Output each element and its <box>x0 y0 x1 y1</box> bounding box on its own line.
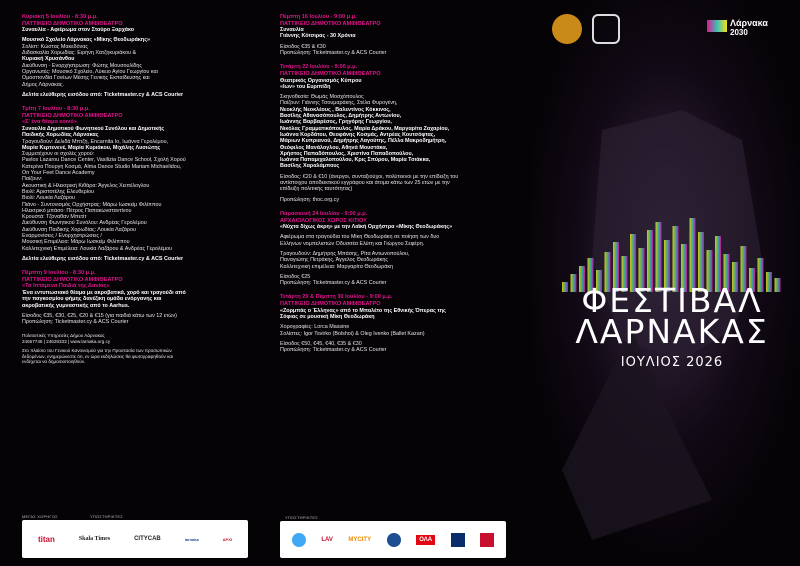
festival-logo <box>592 14 620 44</box>
cover-logos <box>532 14 800 54</box>
festival-subtitle: ΙΟΥΛΙΟΣ 2026 <box>620 355 724 370</box>
event-line: Νεοκλής Νεοκλέους , Βαλεντίνος Κόκκινος, <box>280 106 391 113</box>
event-line: Δελτία ελεύθερης εισόδου από: Ticketmaster.cy & ACS Courier <box>22 255 184 262</box>
event-line: Τραγουδούν: Δελιδά Μπτζή, Encarnita Io, Ιωάννα Γερολέμου, <box>22 138 169 145</box>
title-line-2: ΛΑΡΝΑΚΑΣ <box>575 312 769 351</box>
event-line: αντίστοιχου αποδεικτικού εγγράφου και άτομα κάτω των 25 ετών με την <box>280 180 450 187</box>
event-line: Νικόλας Γραμματικόπουλος, Μαρία Δράκου, Μαργαρίτα Ζαχαρίου, <box>280 125 450 132</box>
event-line: Διεύθυνση - Ενορχήστρωση: Φώτης Μουσουλίδης <box>22 62 142 69</box>
event-line: Παναγιώτης Πετράκης, Άγγελος Θεοδωράκης <box>280 257 388 264</box>
event-line: «Νύχτα δίχως άκρη» με την Λαϊκή Ορχήστρα «Μίκης Θεοδωράκης» <box>280 224 453 231</box>
event-line: Είσοδος €25 <box>280 273 311 280</box>
event-line: ακροβατικής γυμναστικής από το Aarhus. <box>22 302 130 309</box>
event-block <box>22 14 259 98</box>
event-line: Ένα εντυπωσιακό θέαμα με ακροβατικά, χορό και τραγούδι από <box>22 289 186 296</box>
event-line: Διδασκαλία Χορωδίας: Ειρήνη Χατζηκυριάκου & <box>22 50 137 57</box>
event-line: Είσοδος: €20 & €10 (άνεργοι, συνταξιούχοι, πολύτεκνοι με την επίδειξη του <box>280 173 459 180</box>
event-line: Είσοδος €35, €30, €25, €20 & €15 (για παιδιά κάτω των 12 ετών) <box>22 312 177 319</box>
supporter-logo-badge <box>387 533 401 547</box>
larnaka-logo: larnaka <box>184 536 199 542</box>
event-line: Ιωάννα Κορδάτου, Θεοφάνης Κοσμάς, Αντρέας Κουτσόφτας, <box>280 131 436 138</box>
event-line: Κυριακή Χρυσάνθου <box>22 56 75 63</box>
event-block <box>22 270 259 325</box>
mycity-logo: MYCITY <box>348 536 372 543</box>
event-line: Μουσικό Σχολείο Λάρνακας «Μίκης Θεοδωράκης» <box>22 37 151 44</box>
column-1-footer <box>22 333 259 364</box>
supporter-logo-square <box>451 533 465 547</box>
event-line: Παίζουν: <box>22 176 43 183</box>
event-date: Τετάρτη 29 & Πέμπτη 30 Ιουλίου - 9:00 μ.μ. ΠΑΤΤΙΚΕΙΟ ΔΗΜΟΤΙΚΟ ΑΜΦΙΘΕΑΤΡΟ <box>280 294 393 308</box>
event-date: Κυριακή 5 Ιουλίου - 8:30 μ.μ. ΠΑΤΤΙΚΕΙΟ ΔΗΜΟΤΙΚΟ ΑΜΦΙΘΕΑΤΡΟ <box>22 14 123 27</box>
event-line: Εναρμονίσεις / Ενορχηστρώσεις / <box>22 232 102 239</box>
larnaka-2030-logo-mark <box>707 20 727 32</box>
event-line: Pavlos Lazarou Dance Center, Vasilizia Dance School, Σχολή Χορού <box>22 157 186 164</box>
event-line: Προπώληση: Ticketmaster.cy & ACS Courier <box>280 347 387 354</box>
program-column-2 <box>268 0 532 566</box>
event-line: Ιωάννα Παπαμιχαλοπούλου, Κρις Σπύρου, Μαρία Τσιάκκα, <box>280 157 431 164</box>
footer-line: ενδέχεται να δημοσιοποιηθούν. <box>22 359 86 365</box>
event-line: Σολίστες: Igor Tsvirko (Bolshoi) & Oleg Ivenko (Ballet Kazan) <box>280 330 425 337</box>
event-line: Δήμος Λάρνακας. <box>22 81 64 88</box>
event-block <box>280 211 526 287</box>
event-block <box>280 64 526 203</box>
title-line-1: ΦΕΣΤΙΒΑΛ <box>581 281 763 320</box>
event-line: επίδειξη πολιτικής ταυτότητας) <box>280 186 353 193</box>
event-line: Προπώληση: Ticketmaster.cy & ACS Courier <box>280 50 387 57</box>
event-line: Σολίστ: Κώστας Μακεδόνας <box>22 43 89 50</box>
supporter-logo-red-square <box>480 533 494 547</box>
main-sponsor-label: ΜΕΓΑΣ ΧΟΡΗΓΟΣ <box>22 514 58 519</box>
event-line: Είσοδος €50, €45, €40, €35 & €30 <box>280 340 362 347</box>
event-line: Τραγουδούν: Δημήτρης Μπάσης, Ρίτα Αντωνοπούλου, <box>280 250 410 257</box>
event-line: Βασίλης Χαραλάμπους <box>280 163 340 170</box>
footer-line: Πολιτιστικές Υπηρεσίες Δήμου Λάρνακας <box>22 333 105 339</box>
event-date: Παρασκευή 24 Ιουλίου - 9:00 μ.μ. ΑΡΧΑΙΟΛΟΓΙΚΟΣ ΧΩΡΟΣ ΚΙΤΙΟΥ <box>280 210 368 224</box>
event-line: Βιολί: Αριστοτέλης Ελευθερίου <box>22 188 95 195</box>
event-line: Μαρία Κερτενενέ, Μαρία Κυριάκου, Μιχάλης Λυσιώτης <box>22 144 161 151</box>
sponsor-bar-2 <box>280 521 506 558</box>
event-line: Βιολί: Λουκία Λαζάρου <box>22 195 75 202</box>
municipality-emblem <box>552 14 582 44</box>
event-line: Παιδικής Χορωδίας Λάρνακας <box>22 132 99 139</box>
event-date: Πέμπτη 16 Ιουλίου - 9:00 μ.μ. ΠΑΤΤΙΚΕΙΟ ΔΗΜΟΤΙΚΟ ΑΜΦΙΘΕΑΤΡΟ <box>280 14 381 27</box>
event-date: Τετάρτη 22 Ιουλίου - 9:00 μ.μ. ΠΑΤΤΙΚΕΙΟ ΔΗΜΟΤΙΚΟ ΑΜΦΙΘΕΑΤΡΟ <box>280 64 381 77</box>
event-line: Συναυλία <box>280 27 304 34</box>
cover-panel <box>532 0 800 566</box>
event-line: Διεύθυνση Παιδικής Χορωδίας: Λουκία Λαζάρου <box>22 226 136 233</box>
event-line: Συμμετέχουν οι σχολές χορού: <box>22 151 95 158</box>
org-year: 2030 <box>730 28 748 37</box>
event-line: Σκηνοθεσία: Θωμάς Μοσχόπουλος <box>280 94 364 101</box>
citycab-logo: CITYCAB <box>134 536 161 542</box>
event-line: Δελτία ελεύθερης εισόδου από: Ticketmaster.cy & ACS Courier <box>22 91 184 98</box>
event-line: Συναυλία Δημοτικού Φωνητικού Συνόλου και Δημοτικής <box>22 125 165 132</box>
event-date: Πέμπτη 9 Ιουλίου - 8:30 μ.μ. ΠΑΤΤΙΚΕΙΟ ΔΗΜΟΤΙΚΟ ΑΜΦΙΘΕΑΤΡΟ «Τα Ιπτάμενα Παιδιά της Δανίας» <box>22 270 123 290</box>
event-block <box>22 106 259 262</box>
org-name: Λάρνακα <box>730 18 768 28</box>
events-list-2 <box>280 14 526 353</box>
event-line: Ελλήνων νομπελιστών Οδυσσέα Ελύτη και Γιώργου Σεφέρη. <box>280 240 425 247</box>
event-line: Καλλιτεχνική επιμέλεια: Μαργαρίτα Θεοδωράκη <box>280 263 394 270</box>
footer-line: δεδομένων, ενημερώνεστε ότι, εν ώρα εκδηλώσεις θα φωτογραφηθούν και <box>22 353 173 359</box>
event-line: On Your Feet Dance Academy <box>22 170 95 177</box>
event-line: Κατερίνα Πουργή Κοσμά, Alma Dance Studio Mariam Michaelidou, <box>22 163 182 170</box>
event-block <box>280 14 526 56</box>
event-line: «Ιων» του Ευριπίδη <box>280 83 331 90</box>
event-line: Ομοσπονδία Γονέων Μέσης Γενικής Εκπαίδευσης και <box>22 75 150 82</box>
program-column-1 <box>0 0 265 566</box>
event-line: την παγκοσμίου φήμης δανέζικη ομάδα ενόργανης και <box>22 296 162 303</box>
supporters-label-2: ΥΠΟΣΤΗΡΙΚΤΕΣ <box>285 515 318 520</box>
event-line: Βασίλης Αθανασόπουλος, Δημήτρης Αντωνίου, <box>280 113 402 120</box>
footer-line: 24657745 | 24629333 | www.larnaka.org.cy <box>22 338 111 344</box>
event-line: Προπώληση: Ticketmaster.cy & ACS Courier <box>22 319 129 326</box>
event-line: Κρουστά: Τζοναθαν Μπετίτ <box>22 214 87 221</box>
event-line: Αφιέρωμα στα τραγούδια του Μίκη Θεοδωράκη σε ποίηση των δυο <box>280 234 440 241</box>
event-line: Θεατρικός Οργανισμός Κύπρου <box>280 77 362 84</box>
event-line: Ιωάννης Βαρβαρέσος, Γρηγόρης Γεωργίου, <box>280 119 392 126</box>
event-line: Χρήστος Παπαδόπουλος, Χριστίνα Παπαδοπούλου, <box>280 150 414 157</box>
event-line: Διεύθυνση Φωνητικού Συνόλου: Ανδρέας Γερολέμου <box>22 220 147 227</box>
event-line: Θεόφιλος Μανάλογλου, Αθηνά Μουστάκα, <box>280 144 388 151</box>
event-line: Σόφιας σε μουσική Μίκη Θεοδωράκη <box>280 313 375 320</box>
sponsor-bar-1 <box>22 520 248 558</box>
skala-times-logo: Skala Times <box>78 536 111 542</box>
event-line: Ακουστική & Ηλεκτρική Κιθάρα: Άγγελος Χειπέλογλου <box>22 182 150 189</box>
lav-logo: LAV <box>321 536 333 543</box>
event-line: Συναυλία - Αφιέρωμα στον Σταύρο Ξαρχάκο <box>22 27 135 34</box>
event-date: Τρίτη 7 Ιουλίου - 8:30 μ.μ. ΠΑΤΤΙΚΕΙΟ ΔΗΜΟΤΙΚΟ ΑΜΦΙΘΕΑΤΡΟ «Σ' ένα θέαμα κοινό» <box>22 106 123 126</box>
supporters-label-1: ΥΠΟΣΤΗΡΙΚΤΕΣ <box>90 514 123 519</box>
archi-logo: ΑΡΧΙ <box>222 536 232 542</box>
supporter-logo-circle <box>292 533 306 547</box>
ola-logo: ΟΛΑ <box>416 535 435 545</box>
event-line: Είσοδος €35 & €30 <box>280 43 326 50</box>
event-line: «Ζορμπάς ο Έλληνας» από το Μπαλέτο της Εθνικής Όπερας της <box>280 307 446 314</box>
event-line: Οργανωτές: Μουσικό Σχολείο, Λύκειο Αγίου Γεωργίου και <box>22 68 158 75</box>
event-line: Πιάνο - Συντονισμός Ορχήστρας: Μάρω Ιωσκείμ Φιλίππου <box>22 201 162 208</box>
event-line: Γιάννης Κότσιρας - 30 Χρόνια <box>280 33 356 40</box>
event-line: Μουσική Επιμέλεια: Μάρω Ιωσκείμ Φιλίππου <box>22 239 130 246</box>
festival-title <box>552 281 792 351</box>
event-line: Μάριων Κυπριανού, Δημήτρης Λαγούτης, Πέλλα Μακροδημήτρη, <box>280 138 447 145</box>
titan-logo: titan <box>37 534 55 544</box>
event-line: Χορογραφίες: Lorca Massine <box>280 324 350 331</box>
event-line: Προπώληση: thoc.org.cy <box>280 196 340 203</box>
footer-line: Στο πλαίσιο του Γενικού Κανονισμού για την Προστασία των προσωπικών <box>22 348 172 354</box>
event-line: Ηλεκτρικό μπάσο: Πέτρος Παπακωνσταντίνου <box>22 207 132 214</box>
event-line: Καλλιτεχνική Επιμέλεια: Λουκία Λαζάρου & Ανδρέας Γερολέμου <box>22 245 173 252</box>
event-line: Προπώληση: Ticketmaster.cy & ACS Courier <box>280 280 387 287</box>
event-block <box>280 294 526 353</box>
events-list-1 <box>22 14 259 325</box>
event-line: Παίζουν: Γιάννης Τσουμαράκης, Στέλα Φυρογένη, <box>280 100 398 107</box>
